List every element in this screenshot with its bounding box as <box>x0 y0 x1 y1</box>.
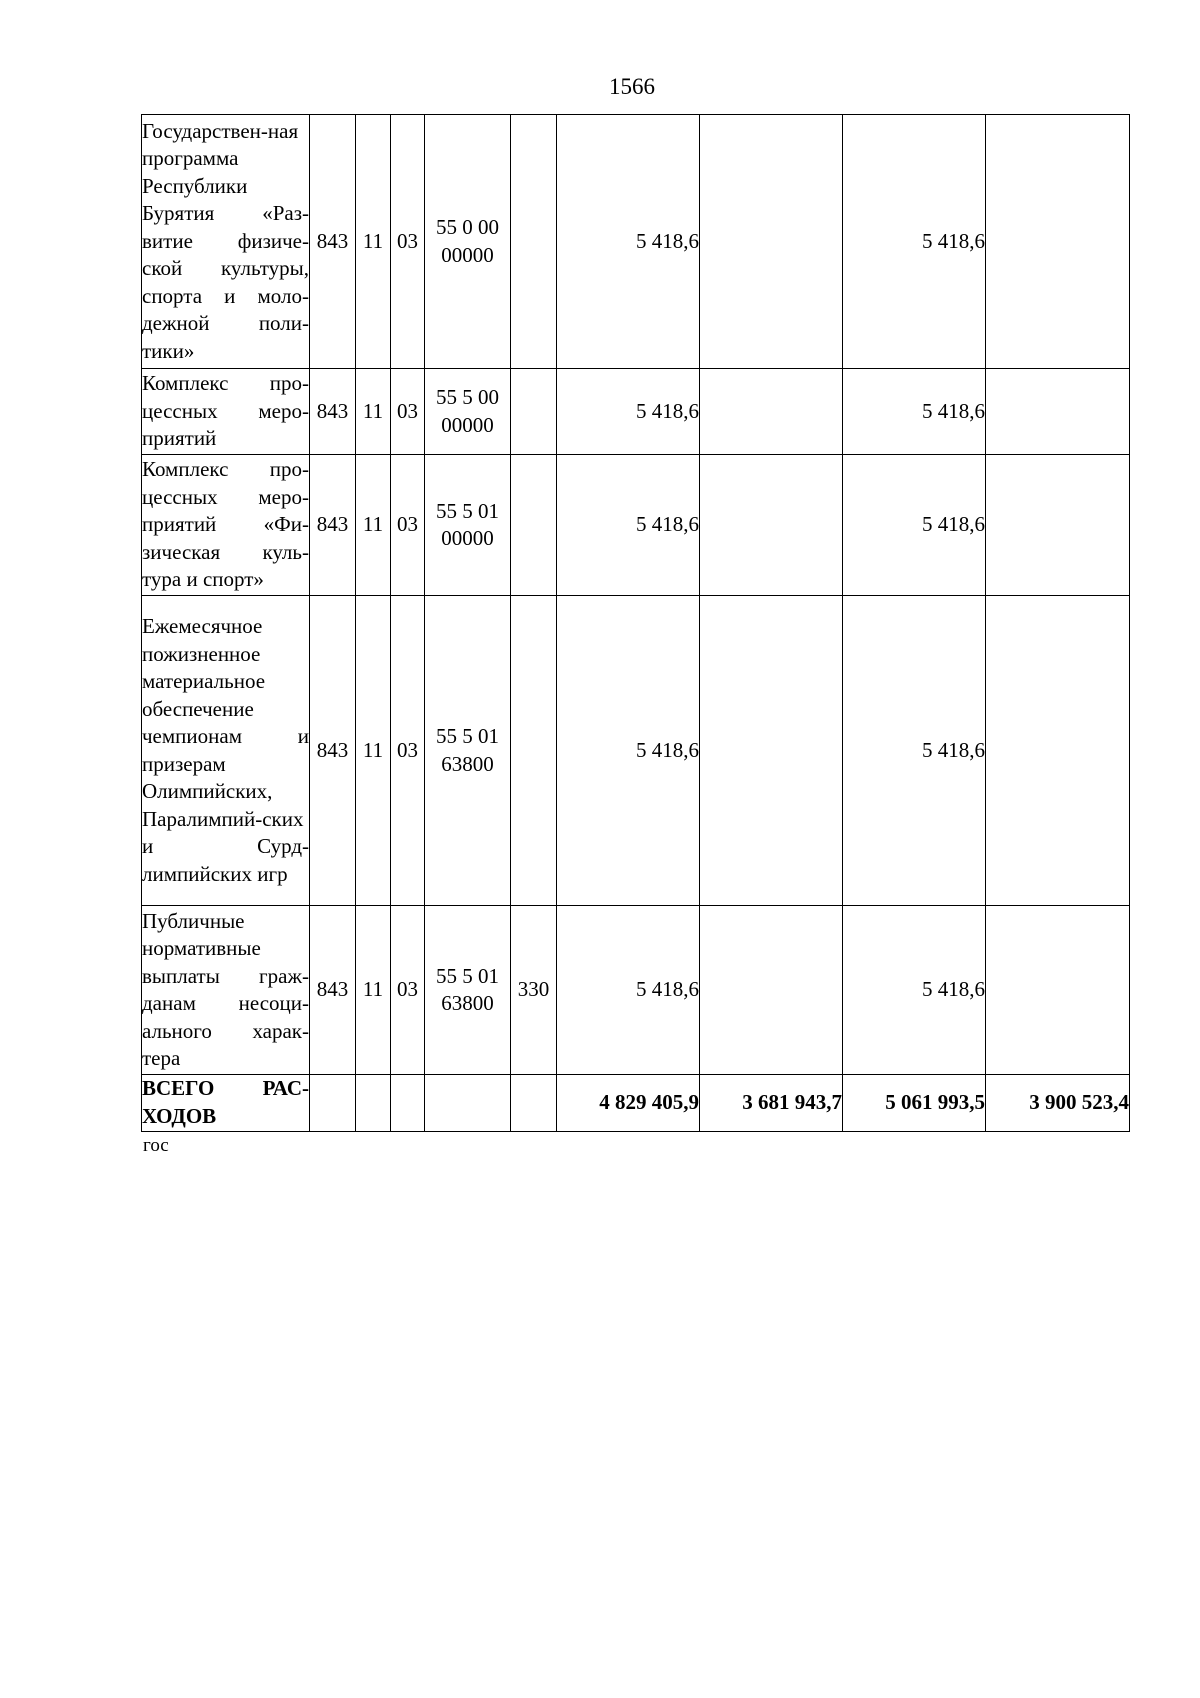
csr-cell <box>425 1075 511 1132</box>
value-1-cell: 5 418,6 <box>557 596 700 906</box>
rz-cell: 11 <box>356 455 391 596</box>
rz-cell <box>356 1075 391 1132</box>
value-2-cell <box>700 115 843 369</box>
vr-cell: 330 <box>511 906 557 1075</box>
rz-cell: 11 <box>356 596 391 906</box>
value-1-cell: 5 418,6 <box>557 369 700 455</box>
grbs-cell: 843 <box>310 455 356 596</box>
value-2-cell <box>700 596 843 906</box>
csr-line-2: 63800 <box>441 991 494 1015</box>
vr-cell <box>511 115 557 369</box>
csr-cell <box>425 455 511 596</box>
total-label-cell <box>142 1075 310 1132</box>
total-label: ВСЕГО РАС-ХОДОВ <box>142 1076 309 1128</box>
grbs-cell <box>310 1075 356 1132</box>
value-3-cell: 5 418,6 <box>843 115 986 369</box>
total-value-2: 3 681 943,7 <box>700 1075 843 1132</box>
table-row <box>142 115 1130 369</box>
table-row <box>142 455 1130 596</box>
csr-cell <box>425 369 511 455</box>
value-4-cell <box>986 906 1130 1075</box>
row-name: Комплекс про-цессных меро-приятий «Фи-зическая куль-тура и спорт» <box>142 457 309 592</box>
grbs-cell: 843 <box>310 596 356 906</box>
grbs-cell: 843 <box>310 906 356 1075</box>
value-3-cell: 5 418,6 <box>843 369 986 455</box>
table-row <box>142 369 1130 455</box>
row-name-cell <box>142 906 310 1075</box>
row-name: Государствен-ная программа Республики Бурятия «Раз-витие физиче-ской культуры, спорта и моло-дежной поли-тики» <box>142 118 309 363</box>
value-2-cell <box>700 369 843 455</box>
csr-line-2: 00000 <box>441 526 494 550</box>
value-3-cell: 5 418,6 <box>843 906 986 1075</box>
footnote-text: гос <box>143 1135 169 1156</box>
vr-cell <box>511 596 557 906</box>
value-1-cell: 5 418,6 <box>557 115 700 369</box>
table-row <box>142 596 1130 906</box>
value-1-cell: 5 418,6 <box>557 455 700 596</box>
csr-line-1: 55 5 01 <box>436 963 499 988</box>
csr-line-2: 00000 <box>441 242 494 267</box>
row-name-cell <box>142 455 310 596</box>
budget-table <box>141 114 1130 1132</box>
pr-cell: 03 <box>391 369 425 455</box>
grbs-cell: 843 <box>310 115 356 369</box>
row-name-cell <box>142 115 310 369</box>
value-4-cell <box>986 596 1130 906</box>
csr-line-2: 00000 <box>441 412 494 437</box>
row-name: Публичные нормативные выплаты граж-данам несоци-ального харак-тера <box>142 908 309 1070</box>
pr-cell: 03 <box>391 455 425 596</box>
value-2-cell <box>700 455 843 596</box>
csr-line-1: 55 5 01 <box>436 498 499 523</box>
csr-cell <box>425 906 511 1075</box>
value-4-cell <box>986 115 1130 369</box>
csr-cell <box>425 596 511 906</box>
value-3-cell: 5 418,6 <box>843 596 986 906</box>
rz-cell: 11 <box>356 906 391 1075</box>
pr-cell: 03 <box>391 906 425 1075</box>
total-value-3: 5 061 993,5 <box>843 1075 986 1132</box>
value-4-cell <box>986 369 1130 455</box>
rz-cell: 11 <box>356 369 391 455</box>
value-3-cell: 5 418,6 <box>843 455 986 596</box>
grbs-cell: 843 <box>310 369 356 455</box>
page-number: 1566 <box>609 74 655 99</box>
vr-cell <box>511 455 557 596</box>
value-2-cell <box>700 906 843 1075</box>
value-4-cell <box>986 455 1130 596</box>
csr-line-1: 55 0 00 <box>436 215 499 239</box>
vr-cell <box>511 369 557 455</box>
row-name-cell <box>142 596 310 906</box>
row-name: Комплекс про-цессных меро-приятий <box>142 371 309 451</box>
pr-cell <box>391 1075 425 1132</box>
pr-cell: 03 <box>391 115 425 369</box>
vr-cell <box>511 1075 557 1132</box>
csr-line-1: 55 5 01 <box>436 724 499 748</box>
csr-line-2: 63800 <box>441 751 494 776</box>
csr-cell <box>425 115 511 369</box>
total-value-4: 3 900 523,4 <box>986 1075 1130 1132</box>
row-name-cell <box>142 369 310 455</box>
value-1-cell: 5 418,6 <box>557 906 700 1075</box>
csr-line-1: 55 5 00 <box>436 385 499 409</box>
total-value-1: 4 829 405,9 <box>557 1075 700 1132</box>
row-name: Ежемесячное пожизненное материальное обеспечение чемпионам и призерам Олимпийских, Паралимпий-ских и Сурд-лимпийских игр <box>142 614 309 886</box>
total-row <box>142 1075 1130 1132</box>
pr-cell: 03 <box>391 596 425 906</box>
table-row <box>142 906 1130 1075</box>
rz-cell: 11 <box>356 115 391 369</box>
